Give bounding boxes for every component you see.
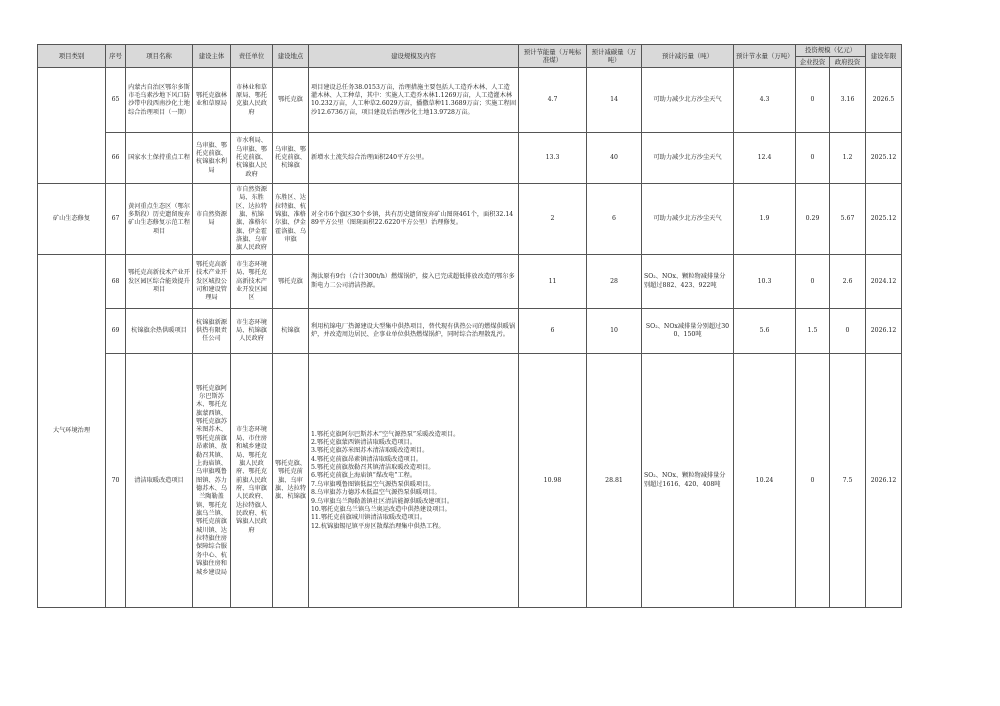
- cell-water: 4.3: [734, 68, 796, 133]
- cell-enterprise: 0.29: [796, 184, 830, 255]
- header-government: 政府投资: [830, 56, 866, 68]
- cell-enterprise: 0: [796, 255, 830, 309]
- cell-water: 10.3: [734, 255, 796, 309]
- cell-pollutant: 可助力减少北方沙尘天气: [642, 184, 734, 255]
- cell-carbon: 6: [587, 184, 642, 255]
- cell-carbon: 28: [587, 255, 642, 309]
- cell-pollutant: 可助力减少北方沙尘天气: [642, 68, 734, 133]
- category-cell-empty: [38, 68, 106, 184]
- cell-water: 5.6: [734, 309, 796, 354]
- cell-year: 2024.12: [866, 255, 902, 309]
- cell-carbon: 10: [587, 309, 642, 354]
- cell-scale: 项目建设总任务38.0153万亩，治理措施主要包括人工造乔木林、人工造灌木林、人工种草，其中：实施人工造乔木林1.1269万亩，人工造灌木林10.232万亩，人工种草2.6029万亩，播撒草种11.3689万亩；实施工程固沙12.6736万亩，项目建设后治理沙化土地13.9728万亩。: [309, 68, 519, 133]
- cell-responsible: 市自然资源局、东胜区、达拉特旗、杭锦旗、准格尔旗、伊金霍洛旗、乌审旗人民政府: [231, 184, 273, 255]
- cell-carbon: 40: [587, 133, 642, 184]
- cell-no: 65: [106, 68, 126, 133]
- header-pollutant: 预计减污量（吨）: [642, 45, 734, 68]
- header-owner: 建设主体: [193, 45, 231, 68]
- cell-enterprise: 0: [796, 354, 830, 608]
- cell-pollutant: 可助力减少北方沙尘天气: [642, 133, 734, 184]
- cell-name: 黄河重点生态区（鄂尔多斯段）历史遗留废弃矿山生态修复示范工程项目: [126, 184, 193, 255]
- cell-scale: 新增水土流失综合治理面积240平方公里。: [309, 133, 519, 184]
- scale-line: 10.鄂托克旗乌兰镇乌兰奥运改造中供热建设项目。: [311, 505, 451, 513]
- cell-owner: 鄂托克旗阿尔巴斯苏木、鄂托克旗蒙西镇、鄂托克旗苏米图苏木、鄂托克前旗昂素镇、敖勒召其镇、上海庙镇、乌审旗嘎鲁图镇、苏力德苏木、乌兰陶勒盖镇、鄂托克旗乌兰镇、鄂托克前旗城川镇、达拉特旗住房保障综合服务中心、杭锦旗住房和城乡建设局: [193, 354, 231, 608]
- header-enterprise: 企业投资: [796, 56, 830, 68]
- scale-line: 7.乌审旗嘎鲁图镇低温空气源热泵供暖项目。: [311, 480, 435, 488]
- scale-line: 9.乌审旗乌兰陶勒盖镇社区清洁能源供暖改建项目。: [311, 497, 454, 505]
- header-name: 项目名称: [126, 45, 193, 68]
- header-row: [38, 45, 902, 57]
- cell-enterprise: 0: [796, 133, 830, 184]
- cell-government: 3.16: [830, 68, 866, 133]
- cell-name: 内蒙古自治区鄂尔多斯市毛乌素沙地下风口防沙带中段西南沙化土地综合治理项目（一期）: [126, 68, 193, 133]
- cell-no: 68: [106, 255, 126, 309]
- cell-government: 2.6: [830, 255, 866, 309]
- table-row: [38, 255, 902, 309]
- cell-scale: 对全市6个旗区30个乡镇，共有历史遗留废弃矿山图斑461个，面积32.1489平方公里（图斑面积22.6220平方公里）治理修复。: [309, 184, 519, 255]
- cell-carbon: 14: [587, 68, 642, 133]
- cell-no: 70: [106, 354, 126, 608]
- cell-government: 0: [830, 309, 866, 354]
- scale-line: 12.杭锦旗锡尼镇平房区散煤治理集中供热工程。: [311, 522, 445, 530]
- cell-responsible: 市生态环境局、市住房和城乡建设局、鄂托克旗人民政府、鄂托克前旗人民政府、乌审旗人民政府、达拉特旗人民政府、杭锦旗人民政府: [231, 354, 273, 608]
- cell-year: 2025.12: [866, 133, 902, 184]
- cell-location: 杭锦旗: [273, 309, 309, 354]
- header-carbon: 预计减碳量（万吨）: [587, 45, 642, 68]
- cell-scale-list: [309, 354, 519, 608]
- cell-owner: 乌审旗、鄂托克前旗、杭锦旗水利局: [193, 133, 231, 184]
- cell-government: 1.2: [830, 133, 866, 184]
- scale-line: 2.鄂托克旗蒙西镇清洁取暖改造项目。: [311, 438, 416, 446]
- cell-owner: 鄂托克高新技术产业开发区城投公司和建设管理局: [193, 255, 231, 309]
- cell-owner: 鄂托克旗林业和草原局: [193, 68, 231, 133]
- cell-government: 7.5: [830, 354, 866, 608]
- cell-pollutant: SO₂、NOx、颗粒物减排量分别超过1616、420、408吨: [642, 354, 734, 608]
- cell-year: 2026.5: [866, 68, 902, 133]
- cell-energy: 13.3: [519, 133, 587, 184]
- table-row: [38, 309, 902, 354]
- cell-location: 鄂托克旗、鄂托克前旗、乌审旗、达拉特旗、杭锦旗: [273, 354, 309, 608]
- cell-year: 2025.12: [866, 184, 902, 255]
- table-row: [38, 354, 902, 608]
- scale-line: 3.鄂托克旗苏米图苏木清洁取暖改造项目。: [311, 447, 429, 455]
- header-year: 建设年限: [866, 45, 902, 68]
- cell-no: 66: [106, 133, 126, 184]
- scale-line: 4.鄂托克前旗昂素镇清洁取暖改造项目。: [311, 455, 423, 463]
- category-mine: 矿山生态修复: [38, 184, 106, 255]
- cell-responsible: 市生态环境局、杭锦旗人民政府: [231, 309, 273, 354]
- scale-line: 8.乌审旗苏力德苏木低温空气源热泵供暖项目。: [311, 489, 441, 497]
- cell-location: 鄂托克旗: [273, 255, 309, 309]
- cell-responsible: 市生态环境局、鄂托克高新技术产业开发区园区: [231, 255, 273, 309]
- cell-location: 乌审旗、鄂托克前旗、杭锦旗: [273, 133, 309, 184]
- project-table: [37, 44, 902, 608]
- header-scale: 建设规模及内容: [309, 45, 519, 68]
- scale-line: 5.鄂托克前旗敖勒召其镇清洁取暖改造项目。: [311, 464, 435, 472]
- cell-government: 5.67: [830, 184, 866, 255]
- cell-energy: 10.98: [519, 354, 587, 608]
- cell-year: 2026.12: [866, 354, 902, 608]
- scale-line: 1.鄂托克旗阿尔巴斯苏木“空气源热泵”采暖改造项目。: [311, 430, 460, 438]
- cell-pollutant: SO₂、NOx、颗粒物减排量分别超过882、423、922吨: [642, 255, 734, 309]
- cell-scale: 淘汰原有9台（合计300t/h）燃煤锅炉，接入已完成超低排放改造的鄂尔多斯电力二公司清洁热源。: [309, 255, 519, 309]
- header-category: 项目类别: [38, 45, 106, 68]
- scale-line: 11.鄂托克前旗城川镇清洁取暖改造项目。: [311, 514, 427, 522]
- table-row: [38, 133, 902, 184]
- cell-carbon: 28.81: [587, 354, 642, 608]
- cell-no: 67: [106, 184, 126, 255]
- cell-name: 鄂托克高新技术产业开发区园区综合能效提升项目: [126, 255, 193, 309]
- cell-responsible: 市水利局、乌审旗、鄂托克前旗、杭锦旗人民政府: [231, 133, 273, 184]
- cell-location: 鄂托克旗: [273, 68, 309, 133]
- cell-owner: 杭锦旗新源供热有限责任公司: [193, 309, 231, 354]
- table-row: [38, 68, 902, 133]
- cell-water: 10.24: [734, 354, 796, 608]
- cell-energy: 6: [519, 309, 587, 354]
- scale-line: 6.鄂托克前旗上海庙镇“煤改电”工程。: [311, 472, 417, 480]
- cell-owner: 市自然资源局: [193, 184, 231, 255]
- cell-scale: 利用杭锦电厂热源建设大型集中供热项目，替代现有供热公司的燃煤供暖锅炉，并改造周边居民、企事业单位供热燃煤锅炉，同时综合治理散乱污。: [309, 309, 519, 354]
- cell-energy: 4.7: [519, 68, 587, 133]
- header-energy: 预计节能量（万吨标准煤）: [519, 45, 587, 68]
- cell-energy: 11: [519, 255, 587, 309]
- header-responsible: 责任单位: [231, 45, 273, 68]
- cell-name: 国家水土保持重点工程: [126, 133, 193, 184]
- header-location: 建设地点: [273, 45, 309, 68]
- cell-pollutant: SO₂、NOx减排量分别超过300、150吨: [642, 309, 734, 354]
- cell-water: 12.4: [734, 133, 796, 184]
- header-no: 序号: [106, 45, 126, 68]
- cell-enterprise: 1.5: [796, 309, 830, 354]
- cell-enterprise: 0: [796, 68, 830, 133]
- cell-energy: 2: [519, 184, 587, 255]
- cell-water: 1.9: [734, 184, 796, 255]
- category-air: 大气环境治理: [38, 255, 106, 608]
- cell-no: 69: [106, 309, 126, 354]
- header-water: 预计节水量（万吨）: [734, 45, 796, 68]
- header-investment: 投资规模（亿元）: [796, 45, 866, 57]
- cell-responsible: 市林业和草原局、鄂托克旗人民政府: [231, 68, 273, 133]
- cell-name: 杭锦旗余热供暖项目: [126, 309, 193, 354]
- cell-name: 清洁取暖改造项目: [126, 354, 193, 608]
- cell-location: 东胜区、达拉特旗、杭锦旗、准格尔旗、伊金霍洛旗、乌审旗: [273, 184, 309, 255]
- table-row: [38, 184, 902, 255]
- cell-year: 2026.12: [866, 309, 902, 354]
